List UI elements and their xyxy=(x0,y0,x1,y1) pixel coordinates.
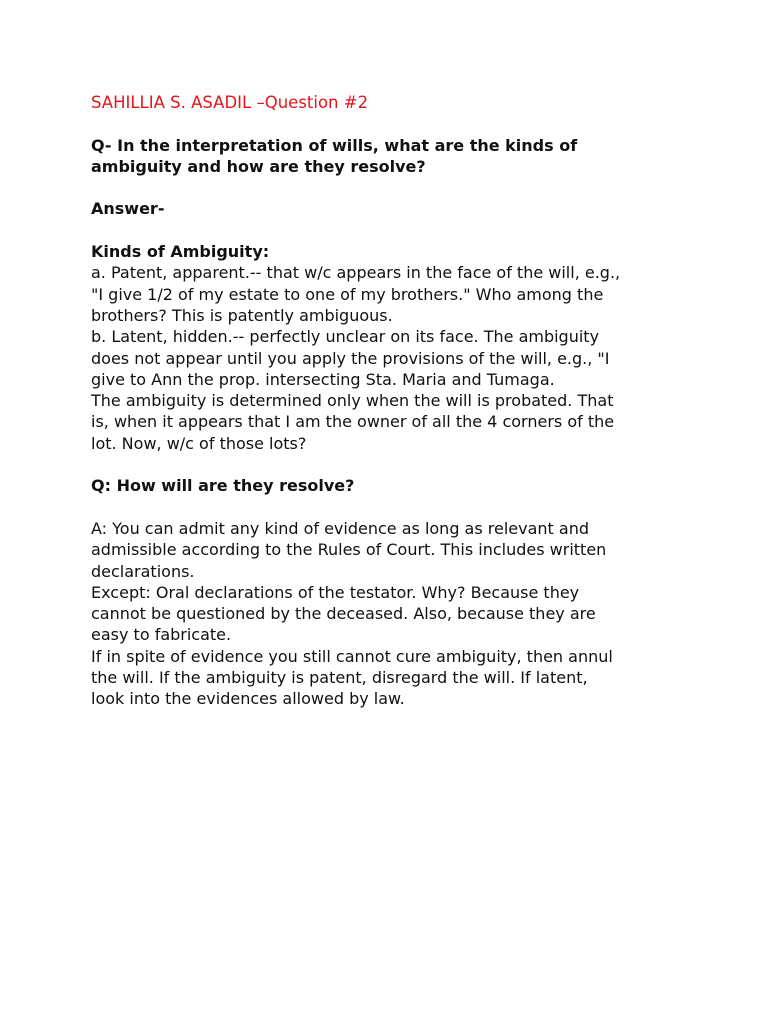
answer-line: Except: Oral declarations of the testator. Why? Because they xyxy=(91,582,580,602)
kinds-line: a. Patent, apparent.-- that w/c appears in the face of the will, e.g., xyxy=(91,263,621,283)
spacer xyxy=(91,454,691,475)
document-title: SAHILLIA S. ASADIL –Question #2 xyxy=(91,93,369,112)
answer-line: easy to fabricate. xyxy=(91,625,232,645)
answer-paragraph xyxy=(91,518,691,710)
question-1 xyxy=(91,135,691,178)
spacer xyxy=(91,177,691,198)
kinds-line: b. Latent, hidden.-- perfectly unclear on its face. The ambiguity xyxy=(91,327,600,347)
answer-line: declarations. xyxy=(91,561,195,581)
answer-line: the will. If the ambiguity is patent, disregard the will. If latent, xyxy=(91,668,588,688)
answer-label: Answer- xyxy=(91,199,165,219)
spacer xyxy=(91,220,691,241)
question-2: Q: How will are they resolve? xyxy=(91,476,355,496)
kinds-line: is, when it appears that I am the owner of all the 4 corners of the xyxy=(91,412,615,432)
question-1-line: Q- In the interpretation of wills, what are the kinds of xyxy=(91,135,578,155)
answer-line: admissible according to the Rules of Court. This includes written xyxy=(91,540,607,560)
kinds-line: give to Ann the prop. intersecting Sta. Maria and Tumaga. xyxy=(91,369,555,389)
kinds-paragraph xyxy=(91,262,691,454)
spacer xyxy=(91,497,691,518)
question-1-line: ambiguity and how are they resolve? xyxy=(91,156,426,176)
kinds-line: lot. Now, w/c of those lots? xyxy=(91,433,307,453)
answer-line: look into the evidences allowed by law. xyxy=(91,689,405,709)
kinds-line: brothers? This is patently ambiguous. xyxy=(91,305,393,325)
kinds-line: does not appear until you apply the provisions of the will, e.g., "I xyxy=(91,348,610,368)
answer-line: A: You can admit any kind of evidence as long as relevant and xyxy=(91,518,590,538)
kinds-line: "I give 1/2 of my estate to one of my brothers." Who among the xyxy=(91,284,604,304)
answer-line: If in spite of evidence you still cannot cure ambiguity, then annul xyxy=(91,646,613,666)
document-page xyxy=(91,92,691,710)
kinds-line: The ambiguity is determined only when the will is probated. That xyxy=(91,391,614,411)
answer-line: cannot be questioned by the deceased. Also, because they are xyxy=(91,604,596,624)
spacer xyxy=(91,113,691,134)
kinds-heading: Kinds of Ambiguity: xyxy=(91,242,270,262)
